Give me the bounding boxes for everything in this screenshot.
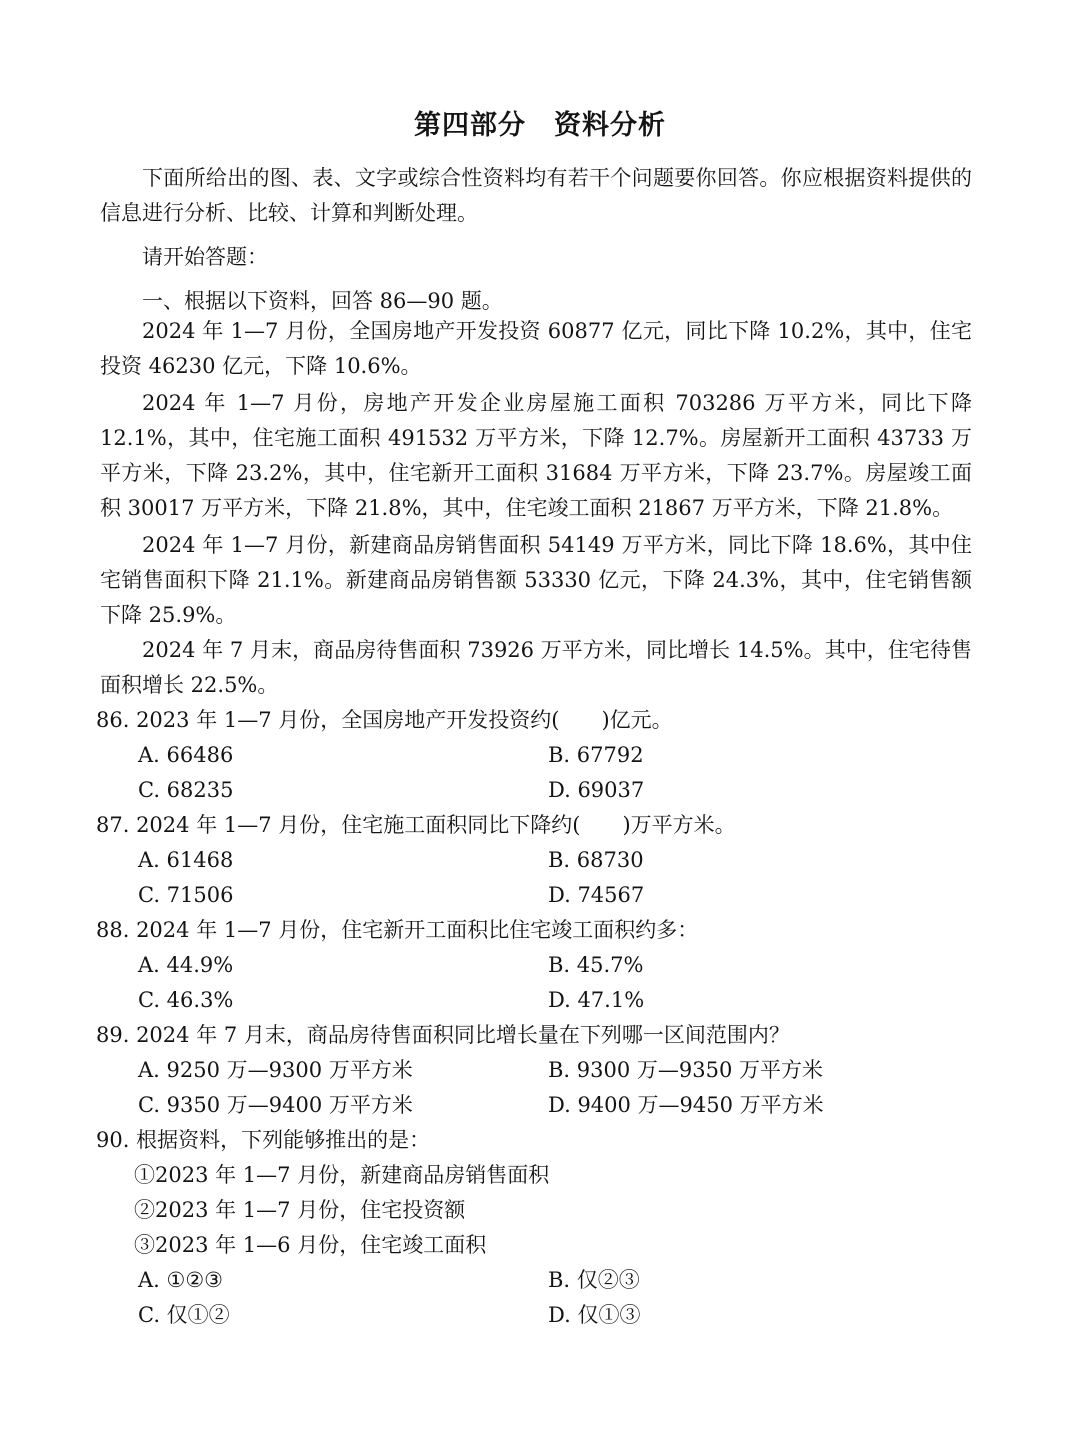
option-b[interactable]: B. 67792 (548, 743, 644, 767)
passage-paragraph-construction-area: 2024 年 1—7 月份，房地产开发企业房屋施工面积 703286 万平方米，同比下降 12.1%，其中，住宅施工面积 491532 万平方米，下降 12.7%。房屋新开工面积 43733 万平方米，下降 23.2%，其中，住宅新开工面积 31684 万平方米，下降 23.7%。房屋竣工面积 30017 万平方米，下降 21.8%，其中，住宅竣工面积 21867 万平方米，下降 21.8%。 (100, 391, 972, 520)
start-prompt: 请开始答题： (142, 245, 268, 269)
option-row (96, 878, 976, 913)
passage-paragraph-unsold-area: 2024 年 7 月末，商品房待售面积 73926 万平方米，同比增长 14.5%。其中，住宅待售面积增长 22.5%。 (100, 638, 972, 697)
option-row (96, 843, 976, 878)
option-c[interactable]: C. 9350 万—9400 万平方米 (138, 1093, 413, 1117)
option-row (96, 1298, 976, 1333)
page-title: 第四部分 资料分析 (414, 110, 666, 141)
option-row (96, 948, 976, 983)
question-87 (96, 808, 976, 913)
question-86 (96, 703, 976, 808)
question-stem: 87. 2024 年 1—7 月份，住宅施工面积同比下降约( )万平方米。 (96, 813, 736, 837)
instructions-paragraph: 下面所给出的图、表、文字或综合性资料均有若干个问题要你回答。你应根据资料提供的信息进行分析、比较、计算和判断处理。 (100, 166, 972, 225)
option-a[interactable]: A. 61468 (138, 848, 234, 872)
option-b[interactable]: B. 仅②③ (548, 1268, 640, 1292)
option-d[interactable]: D. 74567 (548, 883, 645, 907)
option-d[interactable]: D. 47.1% (548, 988, 645, 1012)
statement-3: ③2023 年 1—6 月份，住宅竣工面积 (134, 1233, 487, 1257)
question-stem: 88. 2024 年 1—7 月份，住宅新开工面积比住宅竣工面积约多： (96, 918, 699, 942)
option-d[interactable]: D. 69037 (548, 778, 645, 802)
question-stem: 90. 根据资料，下列能够推出的是： (96, 1128, 431, 1152)
option-row (96, 1088, 976, 1123)
question-list (96, 703, 976, 1333)
option-row (96, 1263, 976, 1298)
option-c[interactable]: C. 仅①② (138, 1303, 230, 1327)
question-89 (96, 1018, 976, 1123)
option-b[interactable]: B. 9300 万—9350 万平方米 (548, 1058, 824, 1082)
question-88 (96, 913, 976, 1018)
option-a[interactable]: A. 9250 万—9300 万平方米 (138, 1058, 413, 1082)
option-c[interactable]: C. 68235 (138, 778, 234, 802)
option-c[interactable]: C. 71506 (138, 883, 234, 907)
option-d[interactable]: D. 仅①③ (548, 1303, 641, 1327)
option-c[interactable]: C. 46.3% (138, 988, 234, 1012)
option-row (96, 983, 976, 1018)
question-stem: 89. 2024 年 7 月末，商品房待售面积同比增长量在下列哪一区间范围内？ (96, 1023, 790, 1047)
option-d[interactable]: D. 9400 万—9450 万平方米 (548, 1093, 824, 1117)
option-b[interactable]: B. 68730 (548, 848, 644, 872)
option-a[interactable]: A. 44.9% (138, 953, 234, 977)
passage-paragraph-investment: 2024 年 1—7 月份，全国房地产开发投资 60877 亿元，同比下降 10.2%，其中，住宅投资 46230 亿元，下降 10.6%。 (100, 319, 972, 378)
option-a[interactable]: A. 66486 (138, 743, 234, 767)
option-a[interactable]: A. ①②③ (138, 1268, 223, 1292)
statement-2: ②2023 年 1—7 月份，住宅投资额 (134, 1198, 466, 1222)
option-row (96, 773, 976, 808)
question-90 (96, 1123, 976, 1333)
statement-1: ①2023 年 1—7 月份，新建商品房销售面积 (134, 1163, 550, 1187)
passage-paragraph-sales: 2024 年 1—7 月份，新建商品房销售面积 54149 万平方米，同比下降 18.6%，其中住宅销售面积下降 21.1%。新建商品房销售额 53330 亿元，下降 24.3%，其中，住宅销售额下降 25.9%。 (100, 533, 972, 627)
question-stem: 86. 2023 年 1—7 月份，全国房地产开发投资约( )亿元。 (96, 708, 673, 732)
option-b[interactable]: B. 45.7% (548, 953, 644, 977)
section-heading: 一、根据以下资料，回答 86—90 题。 (142, 289, 503, 313)
option-row (96, 738, 976, 773)
option-row (96, 1053, 976, 1088)
